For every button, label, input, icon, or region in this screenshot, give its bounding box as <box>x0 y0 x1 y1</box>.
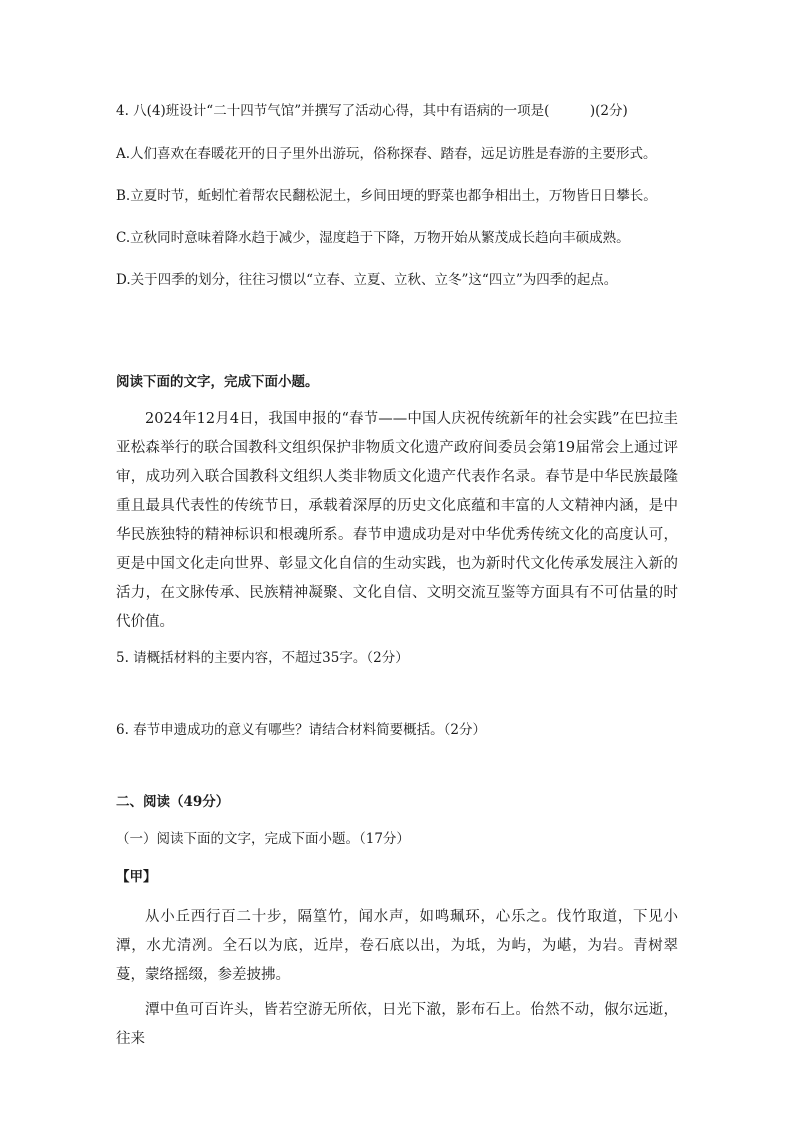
option-c: C.立秋同时意味着降水趋于减少，湿度趋于下降，万物开始从繁茂成长趋向丰硕成熟。 <box>116 230 630 246</box>
question-6: 6. 春节申遗成功的意义有哪些？请结合材料简要概括。（2分） <box>116 722 487 738</box>
question-5: 5. 请概括材料的主要内容，不超过35字。（2分） <box>116 650 409 666</box>
reading-instruction: 阅读下面的文字，完成下面小题。 <box>116 374 319 390</box>
jia-label: 【甲】 <box>116 869 157 885</box>
section-title: 二、阅读（49分） <box>116 794 230 810</box>
subsection-title: （一）阅读下面的文字，完成下面小题。（17分） <box>116 831 410 847</box>
option-b: B.立夏时节，蚯蚓忙着帮农民翻松泥土，乡间田埂的野菜也都争相出土，万物皆日日攀长。 <box>116 188 657 204</box>
option-a: A.人们喜欢在春暖花开的日子里外出游玩，俗称探春、踏春，远足访胜是春游的主要形式。 <box>116 146 657 162</box>
classical-paragraph-1: 从小丘西行百二十步，隔篁竹，闻水声，如鸣珮环，心乐之。伐竹取道，下见小潭，水尤清冽。全石以为底，近岸，卷石底以出，为坻，为屿，为嵁，为岩。青树翠蔓，蒙络摇缀，参差披拂。 <box>116 909 678 983</box>
classical-paragraph-2: 潭中鱼可百许头，皆若空游无所依，日光下澈，影布石上。佁然不动，俶尔远逝，往来 <box>116 1002 678 1047</box>
question-4-stem: 4. 八(4)班设计“二十四节气馆”并撰写了活动心得，其中有语病的一项是( )(2分) <box>116 103 628 119</box>
option-d: D.关于四季的划分，往往习惯以“立春、立夏、立秋、立冬”这“四立”为四季的起点。 <box>116 272 618 288</box>
material-paragraph: 2024年12月4日，我国申报的“春节——中国人庆祝传统新年的社会实践”在巴拉圭亚松森举行的联合国教科文组织保护非物质文化遗产政府间委员会第19届常会上通过评审，成功列入联合国教科文组织人类非物质文化遗产代表作名录。春节是中华民族最隆重且最具代表性的传统节日，承载着深厚的历史文化底蕴和丰富的人文精神内涵，是中华民族独特的精神标识和根魂所系。春节申遗成功是对中华优秀传统文化的高度认可，更是中国文化走向世界、彰显文化自信的生动实践，也为新时代文化传承发展注入新的活力，在文脉传承、民族精神凝聚、文化自信、文明交流互鉴等方面具有不可估量的时代价值。 <box>116 411 678 630</box>
